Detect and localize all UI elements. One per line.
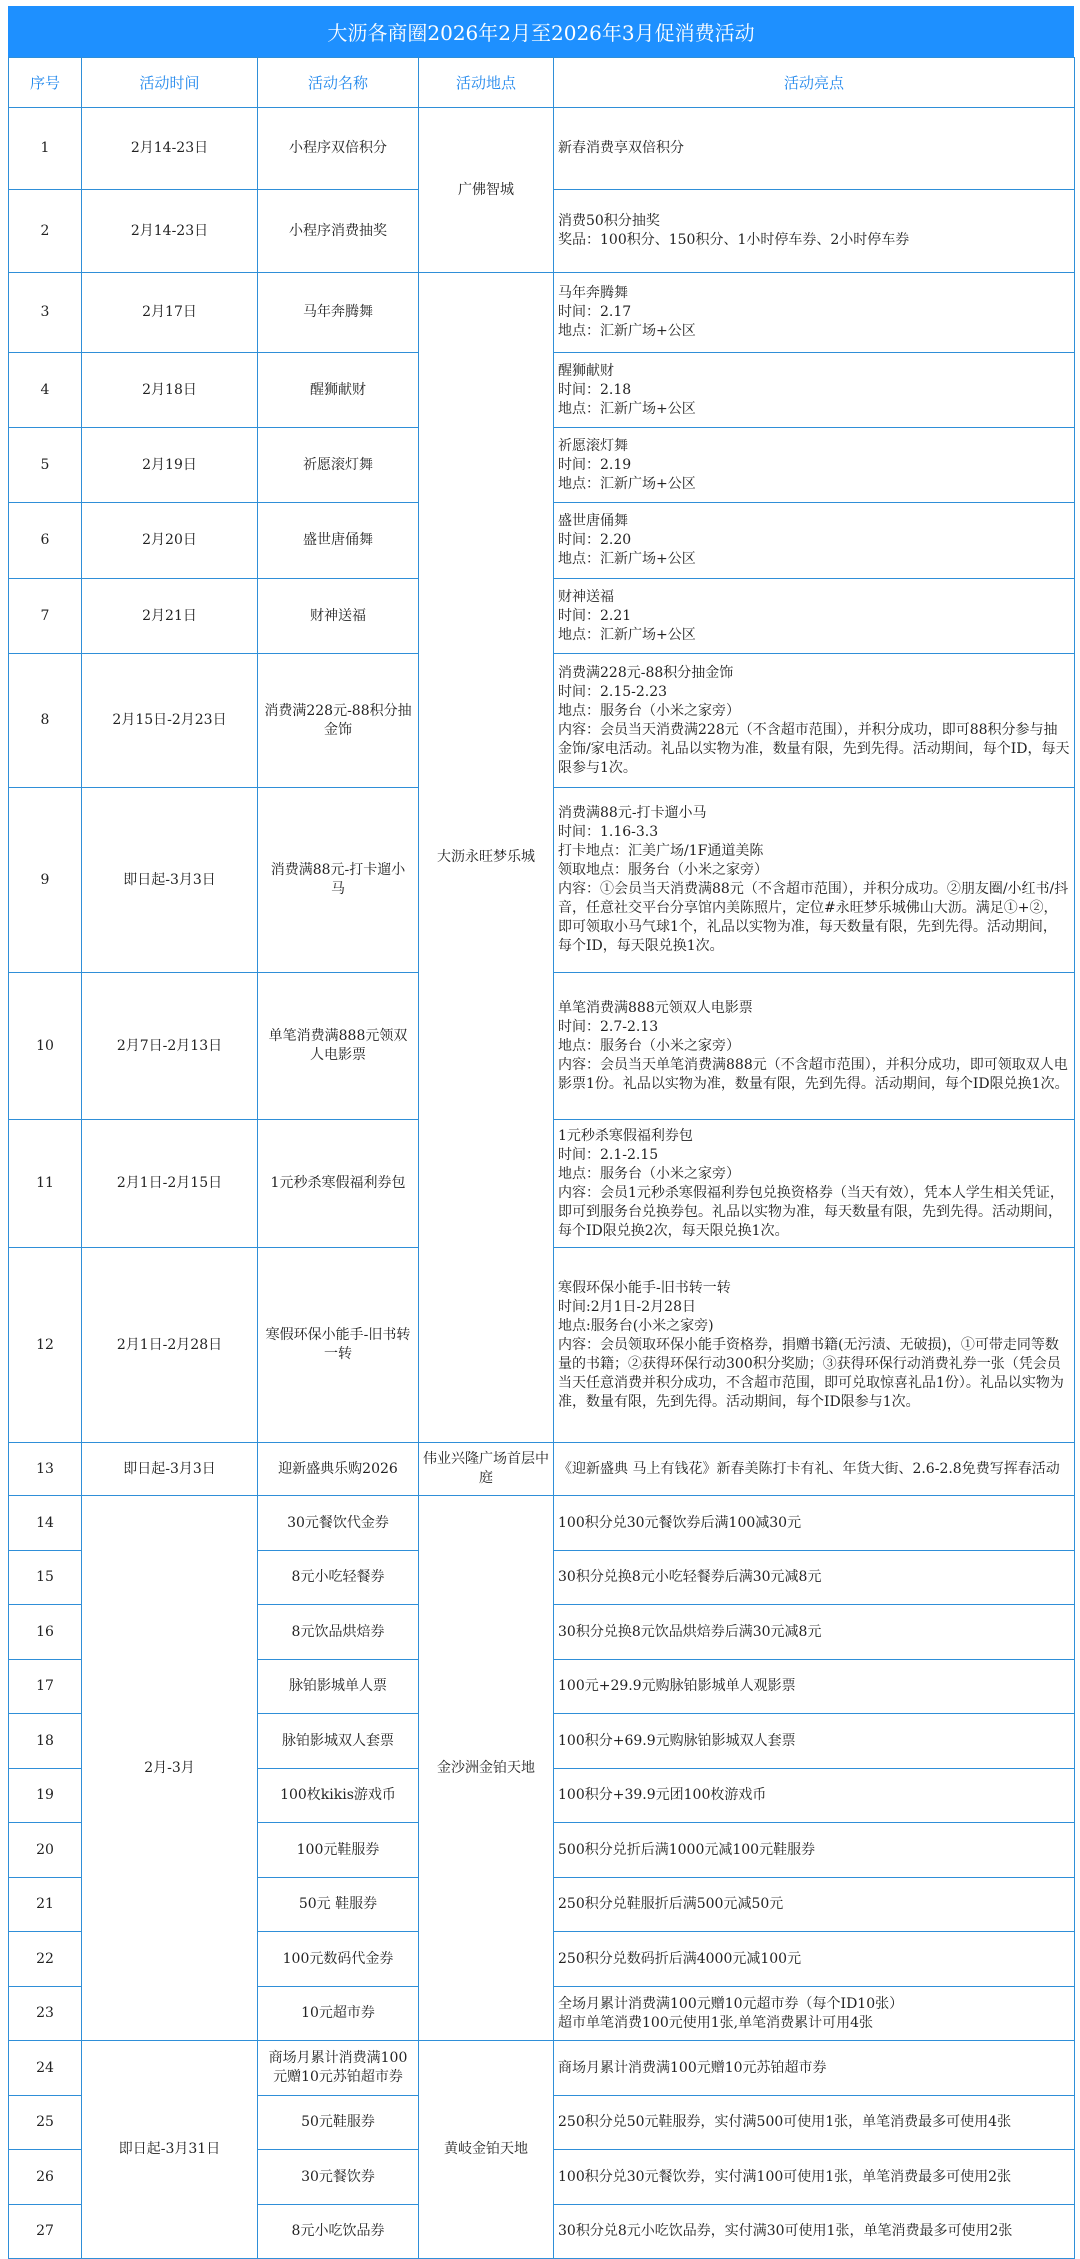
cell-name: 盛世唐俑舞	[258, 503, 419, 579]
cell-place: 黄岐金铂天地	[419, 2041, 554, 2259]
cell-name: 小程序消费抽奖	[258, 190, 419, 273]
cell-no: 6	[9, 503, 82, 579]
cell-time: 2月14-23日	[82, 108, 258, 190]
cell-place: 伟业兴隆广场首层中庭	[419, 1443, 554, 1496]
cell-highlight: 100积分兑30元餐饮券，实付满100可使用1张，单笔消费最多可使用2张	[554, 2150, 1075, 2205]
table-row	[9, 1496, 1075, 1551]
cell-no: 24	[9, 2041, 82, 2096]
cell-no: 3	[9, 273, 82, 353]
table-row	[9, 108, 1075, 190]
cell-name: 8元小吃饮品券	[258, 2205, 419, 2259]
cell-time: 2月18日	[82, 353, 258, 428]
header-place: 活动地点	[419, 58, 554, 108]
cell-no: 9	[9, 788, 82, 973]
cell-no: 16	[9, 1605, 82, 1660]
cell-no: 7	[9, 579, 82, 654]
cell-name: 10元超市券	[258, 1987, 419, 2041]
cell-name: 1元秒杀寒假福利券包	[258, 1120, 419, 1248]
header-name: 活动名称	[258, 58, 419, 108]
cell-time: 即日起-3月31日	[82, 2041, 258, 2259]
cell-time: 2月15日-2月23日	[82, 654, 258, 788]
cell-time: 2月19日	[82, 428, 258, 503]
cell-time: 2月7日-2月13日	[82, 973, 258, 1120]
cell-highlight: 盛世唐俑舞 时间：2.20 地点：汇新广场+公区	[554, 503, 1075, 579]
table-row	[9, 1443, 1075, 1496]
cell-time: 2月20日	[82, 503, 258, 579]
cell-time: 2月17日	[82, 273, 258, 353]
cell-highlight: 250积分兑50元鞋服券，实付满500可使用1张，单笔消费最多可使用4张	[554, 2096, 1075, 2150]
header-row	[9, 58, 1075, 108]
cell-highlight: 100积分+39.9元团100枚游戏币	[554, 1769, 1075, 1823]
cell-highlight: 消费50积分抽奖 奖品：100积分、150积分、1小时停车券、2小时停车券	[554, 190, 1075, 273]
cell-name: 小程序双倍积分	[258, 108, 419, 190]
cell-name: 100元鞋服券	[258, 1823, 419, 1878]
cell-name: 寒假环保小能手-旧书转一转	[258, 1248, 419, 1443]
cell-name: 财神送福	[258, 579, 419, 654]
cell-highlight: 100积分兑30元餐饮券后满100减30元	[554, 1496, 1075, 1551]
cell-no: 22	[9, 1932, 82, 1987]
cell-no: 18	[9, 1714, 82, 1769]
activity-table	[8, 57, 1075, 2259]
cell-highlight: 醒狮献财 时间：2.18 地点：汇新广场+公区	[554, 353, 1075, 428]
cell-no: 14	[9, 1496, 82, 1551]
cell-time: 2月1日-2月15日	[82, 1120, 258, 1248]
cell-place: 广佛智城	[419, 108, 554, 273]
cell-no: 19	[9, 1769, 82, 1823]
cell-time: 2月1日-2月28日	[82, 1248, 258, 1443]
cell-highlight: 30积分兑换8元饮品烘焙券后满30元减8元	[554, 1605, 1075, 1660]
cell-highlight: 消费满228元-88积分抽金饰 时间：2.15-2.23 地点：服务台（小米之家旁） 内容：会员当天消费满228元（不含超市范围），并积分成功，即可88积分参与抽金饰/家电活动。礼品以实物为准，数量有限，先到先得。活动期间，每个ID，每天限参与1次。	[554, 654, 1075, 788]
cell-no: 20	[9, 1823, 82, 1878]
cell-no: 23	[9, 1987, 82, 2041]
cell-time: 即日起-3月3日	[82, 1443, 258, 1496]
cell-no: 15	[9, 1551, 82, 1605]
cell-name: 马年奔腾舞	[258, 273, 419, 353]
cell-highlight: 250积分兑鞋服折后满500元减50元	[554, 1878, 1075, 1932]
cell-name: 8元饮品烘焙券	[258, 1605, 419, 1660]
cell-name: 醒狮献财	[258, 353, 419, 428]
cell-time: 即日起-3月3日	[82, 788, 258, 973]
cell-highlight: 消费满88元-打卡遛小马 时间：1.16-3.3 打卡地点：汇美广场/1F通道美陈 领取地点：服务台（小米之家旁） 内容：①会员当天消费满88元（不含超市范围），并积分成功。②朋友圈/小红书/抖音，任意社交平台分享馆内美陈照片，定位#永旺梦乐城佛山大沥。满足①+②，即可领取小马气球1个，礼品以实物为准，每天数量有限，先到先得。活动期间，每个ID，每天限兑换1次。	[554, 788, 1075, 973]
cell-name: 消费满88元-打卡遛小马	[258, 788, 419, 973]
cell-no: 27	[9, 2205, 82, 2259]
cell-highlight: 100元+29.9元购脉铂影城单人观影票	[554, 1660, 1075, 1714]
cell-highlight: 寒假环保小能手-旧书转一转 时间:2月1日-2月28日 地点:服务台(小米之家旁) 内容：会员领取环保小能手资格券，捐赠书籍(无污渍、无破损)，①可带走同等数量的书籍；②获得环保行动300积分奖励；③获得环保行动消费礼券一张（凭会员当天任意消费并积分成功，不含超市范围，即可兑取惊喜礼品1份）。礼品以实物为准，数量有限，先到先得。活动期间，每个ID限参与1次。	[554, 1248, 1075, 1443]
cell-no: 1	[9, 108, 82, 190]
cell-highlight: 财神送福 时间：2.21 地点：汇新广场+公区	[554, 579, 1075, 654]
cell-highlight: 500积分兑折后满1000元减100元鞋服券	[554, 1823, 1075, 1878]
cell-time: 2月21日	[82, 579, 258, 654]
cell-no: 26	[9, 2150, 82, 2205]
cell-highlight: 1元秒杀寒假福利券包 时间：2.1-2.15 地点：服务台（小米之家旁） 内容：会员1元秒杀寒假福利券包兑换资格券（当天有效），凭本人学生相关凭证，即可到服务台兑换券包。礼品以实物为准，每天数量有限，先到先得。活动期间，每个ID限兑换2次，每天限兑换1次。	[554, 1120, 1075, 1248]
cell-place: 大沥永旺梦乐城	[419, 273, 554, 1443]
cell-name: 脉铂影城单人票	[258, 1660, 419, 1714]
cell-no: 25	[9, 2096, 82, 2150]
cell-name: 8元小吃轻餐券	[258, 1551, 419, 1605]
cell-name: 脉铂影城双人套票	[258, 1714, 419, 1769]
cell-name: 50元鞋服券	[258, 2096, 419, 2150]
cell-name: 商场月累计消费满100元赠10元苏铂超市券	[258, 2041, 419, 2096]
cell-highlight: 马年奔腾舞 时间：2.17 地点：汇新广场+公区	[554, 273, 1075, 353]
cell-name: 30元餐饮券	[258, 2150, 419, 2205]
cell-no: 4	[9, 353, 82, 428]
cell-highlight: 《迎新盛典 马上有钱花》新春美陈打卡有礼、年货大街、2.6-2.8免费写挥春活动	[554, 1443, 1075, 1496]
cell-no: 17	[9, 1660, 82, 1714]
table-row	[9, 273, 1075, 353]
header-highlight: 活动亮点	[554, 58, 1075, 108]
cell-name: 100枚kikis游戏币	[258, 1769, 419, 1823]
cell-name: 30元餐饮代金券	[258, 1496, 419, 1551]
cell-no: 2	[9, 190, 82, 273]
cell-no: 8	[9, 654, 82, 788]
cell-place: 金沙洲金铂天地	[419, 1496, 554, 2041]
cell-highlight: 全场月累计消费满100元赠10元超市券（每个ID10张） 超市单笔消费100元使用1张,单笔消费累计可用4张	[554, 1987, 1075, 2041]
cell-name: 单笔消费满888元领双人电影票	[258, 973, 419, 1120]
cell-highlight: 单笔消费满888元领双人电影票 时间：2.7-2.13 地点：服务台（小米之家旁） 内容：会员当天单笔消费满888元（不含超市范围），并积分成功，即可领取双人电影票1份。礼品以实物为准，数量有限，先到先得。活动期间，每个ID限兑换1次。	[554, 973, 1075, 1120]
cell-highlight: 商场月累计消费满100元赠10元苏铂超市券	[554, 2041, 1075, 2096]
cell-time: 2月-3月	[82, 1496, 258, 2041]
cell-highlight: 祈愿滚灯舞 时间：2.19 地点：汇新广场+公区	[554, 428, 1075, 503]
cell-time: 2月14-23日	[82, 190, 258, 273]
cell-highlight: 30积分兑8元小吃饮品券，实付满30可使用1张，单笔消费最多可使用2张	[554, 2205, 1075, 2259]
cell-name: 50元 鞋服券	[258, 1878, 419, 1932]
table-row	[9, 2041, 1075, 2096]
cell-no: 13	[9, 1443, 82, 1496]
cell-no: 10	[9, 973, 82, 1120]
cell-name: 祈愿滚灯舞	[258, 428, 419, 503]
cell-name: 消费满228元-88积分抽金饰	[258, 654, 419, 788]
header-no: 序号	[9, 58, 82, 108]
cell-highlight: 250积分兑数码折后满4000元减100元	[554, 1932, 1075, 1987]
cell-highlight: 30积分兑换8元小吃轻餐券后满30元减8元	[554, 1551, 1075, 1605]
sheet-title: 大沥各商圈2026年2月至2026年3月促消费活动	[8, 6, 1074, 57]
cell-highlight: 100积分+69.9元购脉铂影城双人套票	[554, 1714, 1075, 1769]
cell-no: 21	[9, 1878, 82, 1932]
cell-name: 100元数码代金券	[258, 1932, 419, 1987]
cell-no: 11	[9, 1120, 82, 1248]
cell-highlight: 新春消费享双倍积分	[554, 108, 1075, 190]
cell-no: 5	[9, 428, 82, 503]
header-time: 活动时间	[82, 58, 258, 108]
cell-name: 迎新盛典乐购2026	[258, 1443, 419, 1496]
cell-no: 12	[9, 1248, 82, 1443]
